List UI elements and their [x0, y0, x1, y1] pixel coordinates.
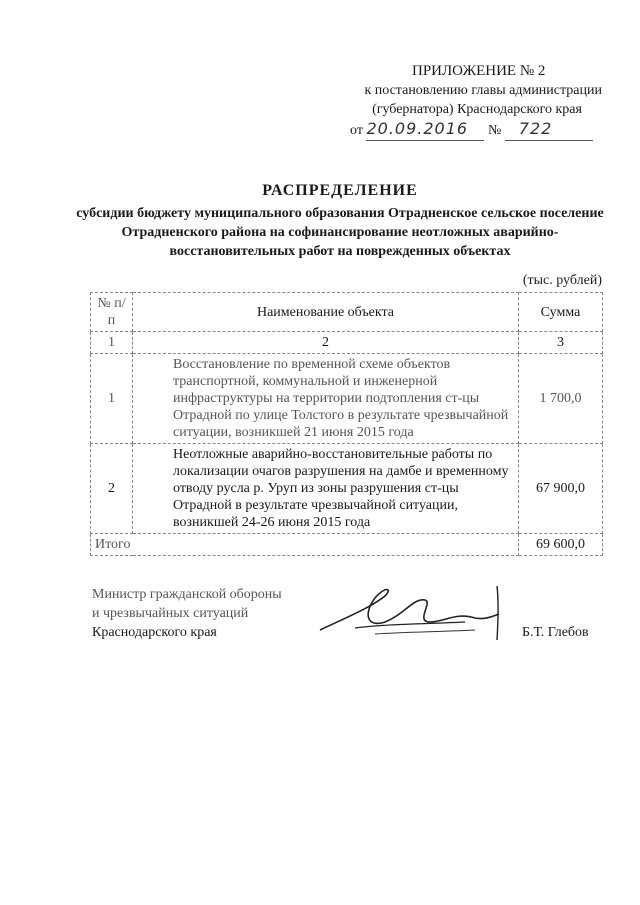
row-name: Восстановление по временной схеме объектов транспортной, коммунальной и инженерной инфраструктуры на территории подтопления ст-цы Отрадной по улице Толстого в результате чрезвычайной ситуации, возникшей 21 июня 2015 года: [133, 354, 519, 444]
signatory-name: Б.Т. Глебов: [522, 625, 589, 640]
document-subtitle: субсидии бюджету муниципального образования Отрадненское сельское поселение Отрадненского района на софинансирование неотложных аварийно-восстановительных работ на поврежденных объектах: [76, 206, 604, 259]
appendix-line-2: к постановлению главы администрации: [364, 83, 602, 98]
document-title: РАСПРЕДЕЛЕНИЕ: [262, 182, 418, 199]
row-sum: 1 700,0: [519, 354, 603, 444]
position-line-1: Министр гражданской обороны: [92, 587, 282, 602]
row-name: Неотложные аварийно-восстановительные работы по локализации очагов разрушения на дамбе и временному отводу русла р. Уруп из зоны разрушения ст-цы Отрадной в результате чрезвычайной ситуации, возникшей 24-26 июня 2015 года: [133, 444, 519, 534]
number-prefix: №: [487, 123, 502, 138]
header-sum: Сумма: [519, 293, 603, 332]
column-number: 3: [519, 332, 603, 354]
header-num: № п/п: [91, 293, 133, 332]
header-name: Наименование объекта: [133, 293, 519, 332]
table-unit: (тыс. рублей): [522, 273, 602, 288]
appendix-date-line: [330, 119, 602, 141]
appendix-title: ПРИЛОЖЕНИЕ № 2: [412, 63, 546, 79]
handwritten-signature: [315, 578, 515, 648]
appendix-line-3: (губернатора) Краснодарского края: [372, 102, 582, 117]
signatory-position: [92, 585, 282, 642]
position-line-2: и чрезвычайных ситуаций: [92, 606, 249, 621]
total-label: Итого: [91, 534, 519, 556]
position-line-3: Краснодарского края: [92, 625, 217, 640]
date-prefix: от: [350, 123, 363, 138]
table-total-row: [91, 534, 603, 556]
date-value: 20.09.2016: [366, 119, 469, 138]
column-number: 1: [91, 332, 133, 354]
appendix-block: [330, 62, 602, 141]
document-heading: [60, 182, 620, 261]
total-sum: 69 600,0: [519, 534, 603, 556]
row-sum: 67 900,0: [519, 444, 603, 534]
row-num: 1: [91, 354, 133, 444]
table-row: [91, 354, 603, 444]
column-number: 2: [133, 332, 519, 354]
number-value: 722: [518, 119, 553, 138]
distribution-table: [90, 292, 603, 556]
row-num: 2: [91, 444, 133, 534]
table-column-numbers-row: [91, 332, 603, 354]
date-field: [366, 119, 484, 141]
number-field: [505, 119, 593, 141]
table-row: [91, 444, 603, 534]
table-header-row: [91, 293, 603, 332]
